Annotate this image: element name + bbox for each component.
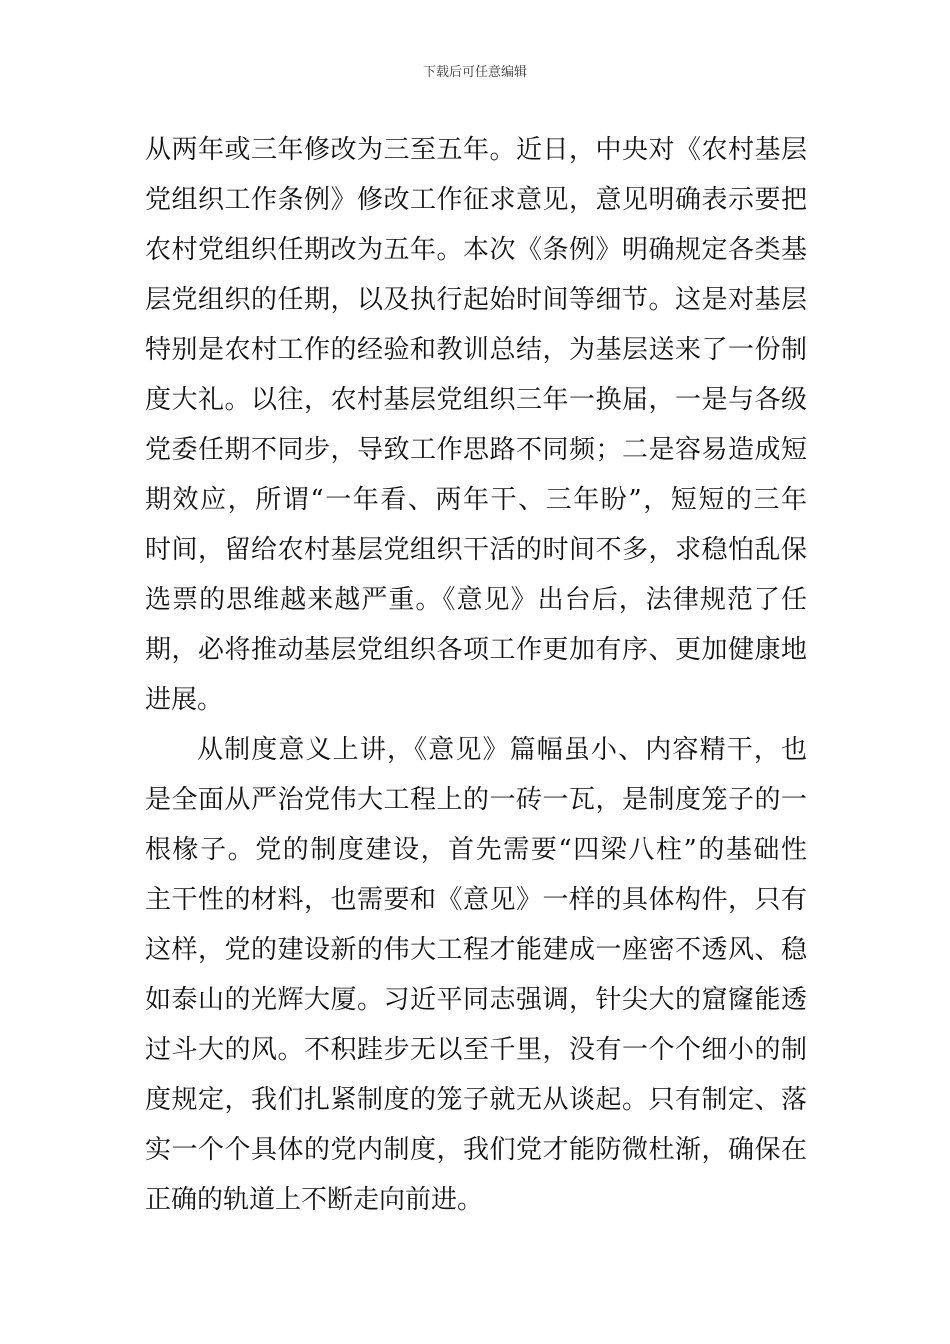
- text-line: 如泰山的光辉大厦。习近平同志强调，针尖大的窟窿能透: [145, 985, 807, 1015]
- text-line: 选票的思维越来越严重。《意见》出台后，法律规范了任: [145, 585, 807, 615]
- paragraph-2: [145, 725, 807, 1225]
- text-line: 这样，党的建设新的伟大工程才能建成一座密不透风、稳: [145, 935, 807, 965]
- text-line: 层党组织的任期，以及执行起始时间等细节。这是对基层: [145, 285, 807, 315]
- text-line: 过斗大的风。不积跬步无以至千里，没有一个个细小的制: [145, 1035, 807, 1065]
- text-line: 时间，留给农村基层党组织干活的时间不多，求稳怕乱保: [145, 535, 807, 565]
- document-body: [145, 125, 807, 1225]
- text-line: 进展。: [145, 685, 224, 715]
- paragraph-1: [145, 125, 807, 725]
- text-line: 实一个个具体的党内制度，我们党才能防微杜渐，确保在: [145, 1135, 807, 1165]
- text-line: 党组织工作条例》修改工作征求意见，意见明确表示要把: [145, 185, 807, 215]
- text-line: 从两年或三年修改为三至五年。近日，中央对《农村基层: [145, 135, 807, 165]
- text-line: 度大礼。以往，农村基层党组织三年一换届，一是与各级: [145, 385, 807, 415]
- text-line: 主干性的材料，也需要和《意见》一样的具体构件，只有: [145, 885, 807, 915]
- text-line: 党委任期不同步，导致工作思路不同频；二是容易造成短: [145, 435, 807, 465]
- text-line: 度规定，我们扎紧制度的笼子就无从谈起。只有制定、落: [145, 1085, 807, 1115]
- text-line: 农村党组织任期改为五年。本次《条例》明确规定各类基: [145, 235, 807, 265]
- text-line: 正确的轨道上不断走向前进。: [145, 1185, 484, 1215]
- page-header: 下载后可任意编辑: [422, 65, 527, 80]
- text-line: 特别是农村工作的经验和教训总结，为基层送来了一份制: [145, 335, 807, 365]
- text-line: 是全面从严治党伟大工程上的一砖一瓦，是制度笼子的一: [145, 785, 807, 815]
- text-line: 根椽子。党的制度建设，首先需要“四梁八柱”的基础性: [145, 835, 807, 865]
- text-line: 期，必将推动基层党组织各项工作更加有序、更加健康地: [145, 635, 807, 665]
- text-line: 从制度意义上讲，《意见》篇幅虽小、内容精干，也: [197, 735, 807, 765]
- text-line: 期效应，所谓“一年看、两年干、三年盼”，短短的三年: [145, 485, 807, 515]
